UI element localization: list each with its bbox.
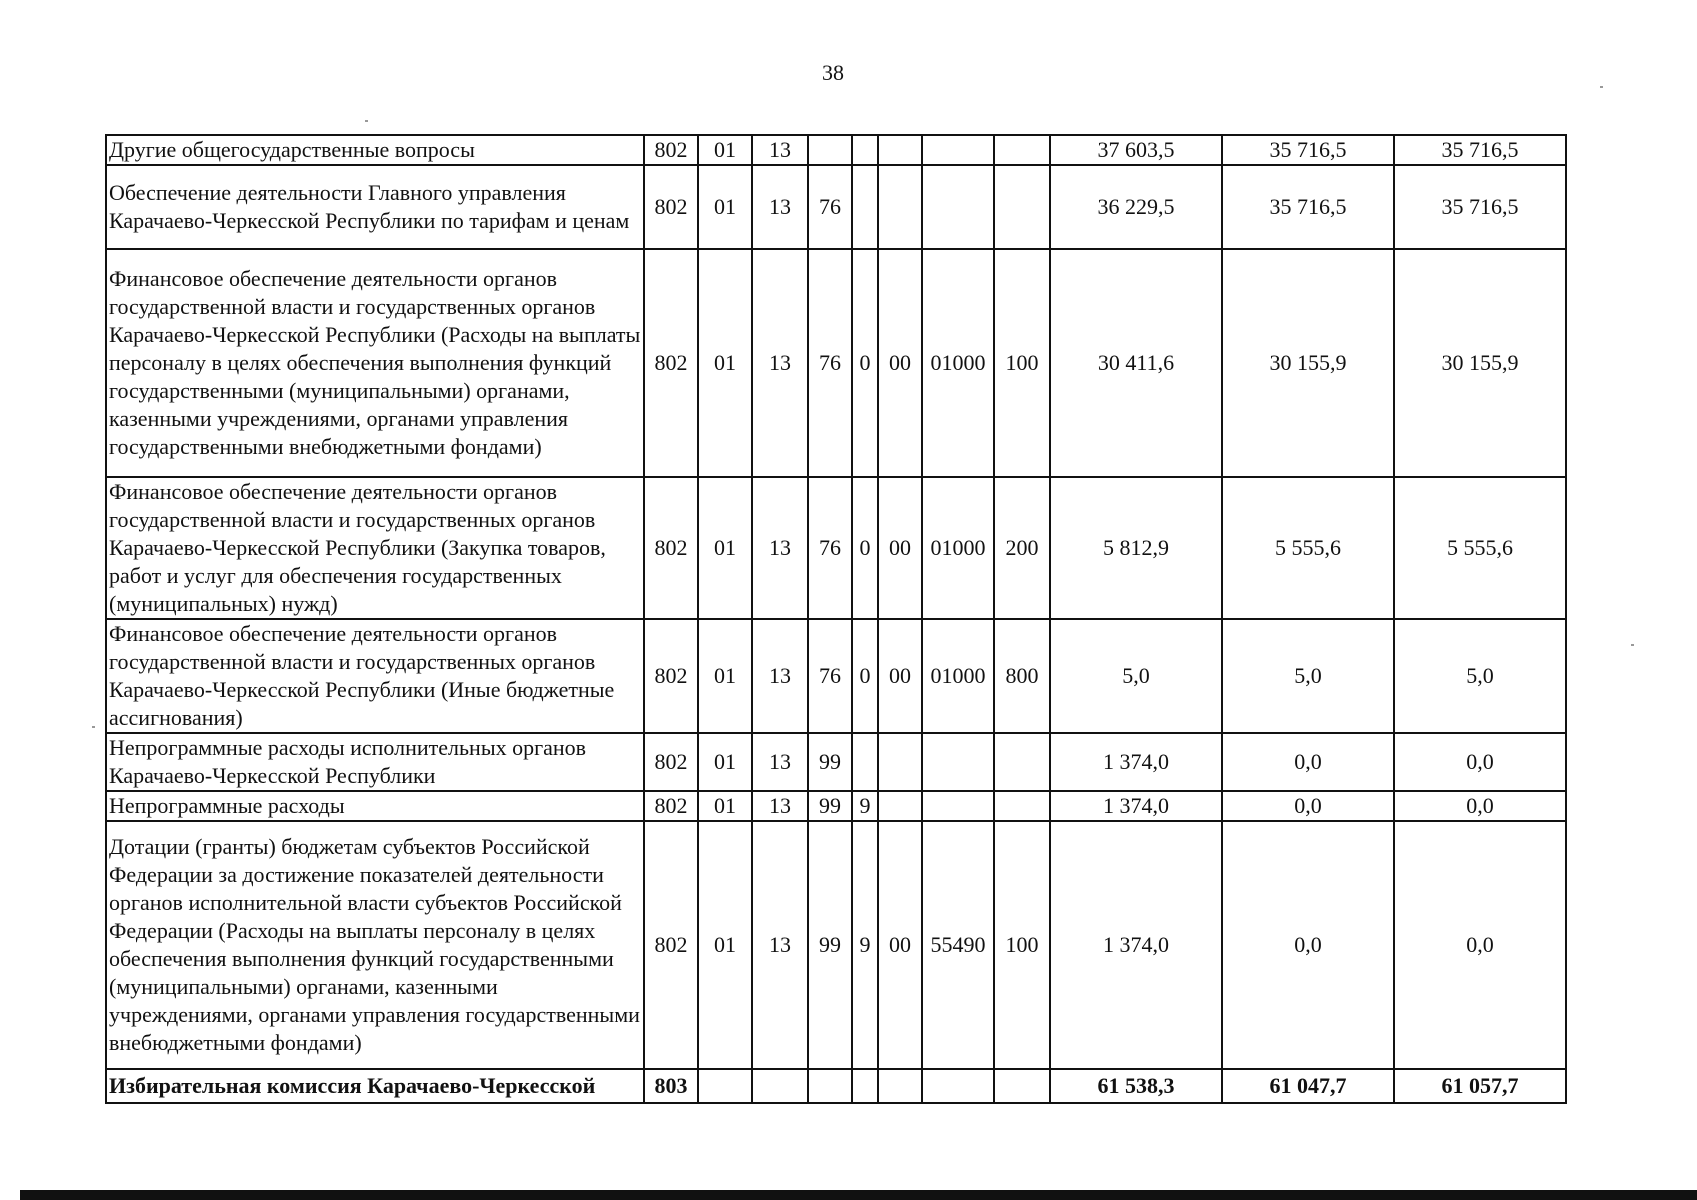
code-expense-type <box>994 733 1050 791</box>
code-section: 01 <box>698 733 752 791</box>
row-description: Финансовое обеспечение деятельности органов государственной власти и государственных органов Карачаево-Черкесской Республики (Иные бюджетные ассигнования) <box>106 619 644 733</box>
code-main-event <box>878 1069 922 1103</box>
code-program: 99 <box>808 733 852 791</box>
scan-speck <box>1631 644 1634 646</box>
code-subprogram <box>852 733 878 791</box>
table-row <box>106 1069 1566 1103</box>
amount-year-3: 0,0 <box>1394 821 1566 1069</box>
amount-year-3: 0,0 <box>1394 791 1566 821</box>
code-section <box>698 1069 752 1103</box>
code-section: 01 <box>698 791 752 821</box>
amount-year-3: 0,0 <box>1394 733 1566 791</box>
code-subprogram <box>852 135 878 165</box>
row-description: Финансовое обеспечение деятельности органов государственной власти и государственных органов Карачаево-Черкесской Республики (Закупка товаров, работ и услуг для обеспечения государственных (муниципальных) нужд) <box>106 477 644 619</box>
code-program: 76 <box>808 619 852 733</box>
amount-year-3: 30 155,9 <box>1394 249 1566 477</box>
row-description: Другие общегосударственные вопросы <box>106 135 644 165</box>
code-program <box>808 1069 852 1103</box>
code-section: 01 <box>698 821 752 1069</box>
amount-year-2: 61 047,7 <box>1222 1069 1394 1103</box>
code-grbs: 802 <box>644 165 698 249</box>
code-section: 01 <box>698 135 752 165</box>
code-grbs: 803 <box>644 1069 698 1103</box>
table-row <box>106 733 1566 791</box>
scan-speck <box>92 726 95 728</box>
page-number: 38 <box>822 60 844 85</box>
code-section: 01 <box>698 619 752 733</box>
amount-year-3: 5,0 <box>1394 619 1566 733</box>
code-expense-type: 200 <box>994 477 1050 619</box>
code-subprogram: 0 <box>852 619 878 733</box>
code-grbs: 802 <box>644 619 698 733</box>
amount-year-1: 36 229,5 <box>1050 165 1222 249</box>
row-description: Обеспечение деятельности Главного управления Карачаево-Черкесской Республики по тарифам и ценам <box>106 165 644 249</box>
table-row <box>106 821 1566 1069</box>
code-direction: 55490 <box>922 821 994 1069</box>
code-expense-type <box>994 165 1050 249</box>
code-section: 01 <box>698 249 752 477</box>
amount-year-1: 61 538,3 <box>1050 1069 1222 1103</box>
amount-year-2: 5 555,6 <box>1222 477 1394 619</box>
row-description: Финансовое обеспечение деятельности органов государственной власти и государственных органов Карачаево-Черкесской Республики (Расходы на выплаты персоналу в целях обеспечения выполнения функций государственными (муниципальными) органами, казенными учреждениями, органами управления государственными внебюджетными фондами) <box>106 249 644 477</box>
code-direction <box>922 135 994 165</box>
code-subprogram: 0 <box>852 249 878 477</box>
row-description: Непрограммные расходы исполнительных органов Карачаево-Черкесской Республики <box>106 733 644 791</box>
amount-year-1: 5,0 <box>1050 619 1222 733</box>
code-subsection: 13 <box>752 165 808 249</box>
budget-table <box>105 134 1567 1104</box>
code-grbs: 802 <box>644 477 698 619</box>
code-section: 01 <box>698 477 752 619</box>
code-expense-type <box>994 791 1050 821</box>
code-section: 01 <box>698 165 752 249</box>
code-subsection: 13 <box>752 733 808 791</box>
code-expense-type <box>994 1069 1050 1103</box>
code-program: 99 <box>808 791 852 821</box>
code-grbs: 802 <box>644 135 698 165</box>
amount-year-2: 5,0 <box>1222 619 1394 733</box>
code-main-event <box>878 791 922 821</box>
amount-year-2: 30 155,9 <box>1222 249 1394 477</box>
code-main-event: 00 <box>878 619 922 733</box>
amount-year-1: 1 374,0 <box>1050 821 1222 1069</box>
code-subsection: 13 <box>752 135 808 165</box>
code-direction: 01000 <box>922 619 994 733</box>
code-direction <box>922 791 994 821</box>
amount-year-3: 35 716,5 <box>1394 135 1566 165</box>
amount-year-1: 1 374,0 <box>1050 733 1222 791</box>
amount-year-2: 35 716,5 <box>1222 135 1394 165</box>
amount-year-3: 5 555,6 <box>1394 477 1566 619</box>
table-row <box>106 165 1566 249</box>
amount-year-2: 0,0 <box>1222 733 1394 791</box>
code-main-event: 00 <box>878 249 922 477</box>
table-row <box>106 477 1566 619</box>
code-program: 76 <box>808 249 852 477</box>
code-grbs: 802 <box>644 791 698 821</box>
amount-year-3: 35 716,5 <box>1394 165 1566 249</box>
row-description: Избирательная комиссия Карачаево-Черкесской <box>106 1069 644 1103</box>
amount-year-2: 35 716,5 <box>1222 165 1394 249</box>
row-description: Дотации (гранты) бюджетам субъектов Российской Федерации за достижение показателей деятельности органов исполнительной власти субъектов Российской Федерации (Расходы на выплаты персоналу в целях обеспечения выполнения функций государственными (муниципальными) органами, казенными учреждениями, органами управления государственными внебюджетными фондами) <box>106 821 644 1069</box>
code-direction <box>922 733 994 791</box>
code-main-event: 00 <box>878 821 922 1069</box>
code-subprogram: 9 <box>852 791 878 821</box>
code-expense-type <box>994 135 1050 165</box>
amount-year-1: 1 374,0 <box>1050 791 1222 821</box>
code-grbs: 802 <box>644 733 698 791</box>
code-program <box>808 135 852 165</box>
code-subsection: 13 <box>752 249 808 477</box>
scan-speck <box>1600 86 1603 88</box>
table-row <box>106 135 1566 165</box>
code-main-event <box>878 165 922 249</box>
code-main-event: 00 <box>878 477 922 619</box>
code-subprogram: 0 <box>852 477 878 619</box>
scan-border-bar <box>20 1190 1697 1200</box>
code-direction: 01000 <box>922 249 994 477</box>
code-direction <box>922 165 994 249</box>
table-row <box>106 619 1566 733</box>
code-program: 76 <box>808 477 852 619</box>
code-subprogram <box>852 165 878 249</box>
code-subprogram: 9 <box>852 821 878 1069</box>
scan-speck <box>365 120 368 122</box>
code-grbs: 802 <box>644 249 698 477</box>
amount-year-1: 30 411,6 <box>1050 249 1222 477</box>
code-program: 76 <box>808 165 852 249</box>
code-subsection: 13 <box>752 619 808 733</box>
code-main-event <box>878 733 922 791</box>
code-subsection <box>752 1069 808 1103</box>
code-expense-type: 100 <box>994 821 1050 1069</box>
code-expense-type: 100 <box>994 249 1050 477</box>
code-subsection: 13 <box>752 477 808 619</box>
table-row <box>106 791 1566 821</box>
row-description: Непрограммные расходы <box>106 791 644 821</box>
code-subsection: 13 <box>752 791 808 821</box>
amount-year-1: 37 603,5 <box>1050 135 1222 165</box>
code-subsection: 13 <box>752 821 808 1069</box>
amount-year-2: 0,0 <box>1222 791 1394 821</box>
code-subprogram <box>852 1069 878 1103</box>
table-row <box>106 249 1566 477</box>
code-direction <box>922 1069 994 1103</box>
amount-year-1: 5 812,9 <box>1050 477 1222 619</box>
code-program: 99 <box>808 821 852 1069</box>
amount-year-2: 0,0 <box>1222 821 1394 1069</box>
code-direction: 01000 <box>922 477 994 619</box>
code-expense-type: 800 <box>994 619 1050 733</box>
table-body <box>106 135 1566 1103</box>
code-main-event <box>878 135 922 165</box>
amount-year-3: 61 057,7 <box>1394 1069 1566 1103</box>
code-grbs: 802 <box>644 821 698 1069</box>
